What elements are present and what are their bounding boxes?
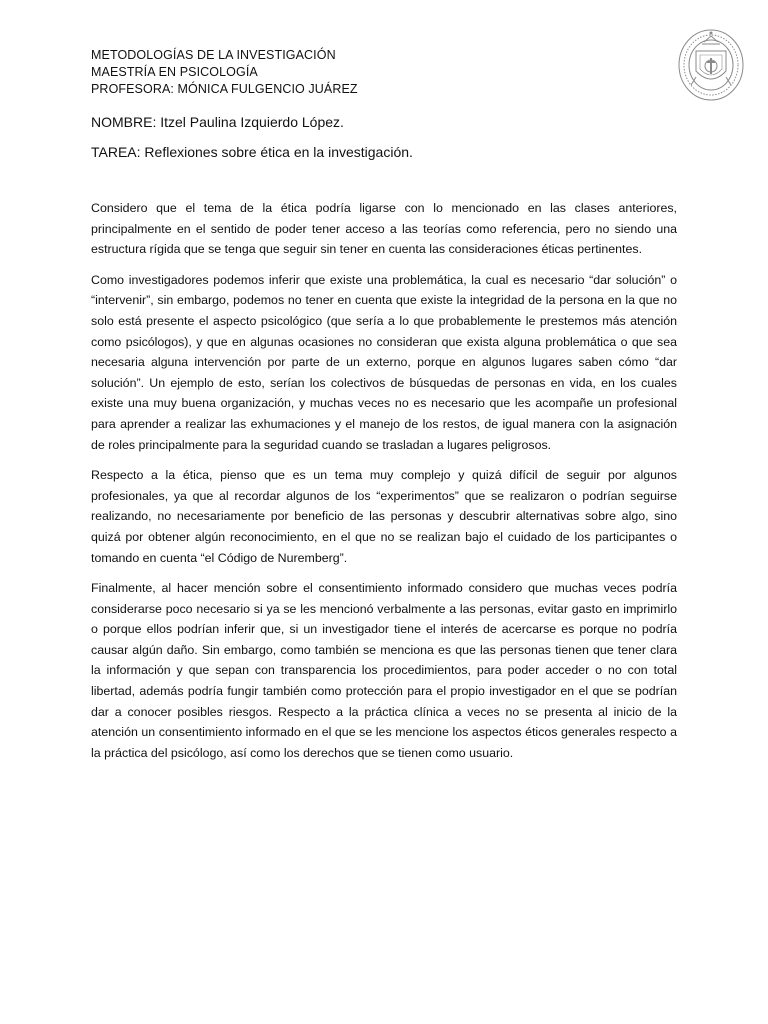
professor-line: PROFESORA: MÓNICA FULGENCIO JUÁREZ xyxy=(91,82,358,96)
paragraph: Como investigadores podemos inferir que existe una problemática, la cual es necesario “dar solución” o “intervenir”, sin embargo, podemos no tener en cuenta que existe la integridad de la persona en la que no solo está presente el aspecto psicológico (que sería a lo que probablemente le prestemos más atención como psicólogos), y que en algunas ocasiones no consideran que exista alguna problemática o que sea necesaria alguna intervención por parte de un externo, porque en algunos lugares saben cómo “dar solución”. Un ejemplo de esto, serían los colectivos de búsquedas de personas en vida, en los cuales existe una muy buena organización, y muchas veces no es necesario que les acompañe un profesional para aprender a realizar las exhumaciones y el manejo de los restos, de igual manera con la asignación de roles principalmente para la seguridad cuando se trasladan a lugares peligrosos. xyxy=(91,272,677,452)
course-title: METODOLOGÍAS DE LA INVESTIGACIÓN xyxy=(91,48,336,62)
student-name: NOMBRE: Itzel Paulina Izquierdo López. xyxy=(91,114,344,130)
task-title: TAREA: Reflexiones sobre ética en la investigación. xyxy=(91,144,413,160)
paragraph: Finalmente, al hacer mención sobre el consentimiento informado considero que muchas veces podría considerarse poco necesario si ya se les mencionó verbalmente a las personas, evitar gasto en imprimirlo o porque ellos podrían inferir que, si un investigador tiene el interés de acercarse es porque no podría causar algún daño. Sin embargo, como también se menciona es que las personas tienen que tener clara la información y que sepan con transparencia los procedimientos, para poder acceder o no con total libertad, además podría fungir también como protección para el propio investigador en el que se podrían dar a conocer posibles riesgos. Respecto a la práctica clínica a veces no se presenta al inicio de la atención un consentimiento informado en el que se les mencione los aspectos éticos generales respecto a la práctica del psicólogo, así como los derechos que se tienen como usuario. xyxy=(91,581,677,760)
document-header xyxy=(91,47,358,98)
paragraph: Considero que el tema de la ética podría ligarse con lo mencionado en las clases anteriores, principalmente en el sentido de poder tener acceso a las teorías como referencia, pero no siendo una estructura rígida que se tenga que seguir sin tener en cuenta las consideraciones éticas pertinentes. xyxy=(91,201,677,257)
university-seal-icon xyxy=(676,25,746,103)
paragraph: Respecto a la ética, pienso que es un tema muy complejo y quizá difícil de seguir por algunos profesionales, ya que al recordar algunos de los “experimentos” que se realizaron o podrían seguirse realizando, no necesariamente por beneficio de las personas y descubrir alternativas sobre algo, sino quizá por obtener algún reconocimiento, en el que no se realizan bajo el cuidado de los participantes o tomando en cuenta “el Código de Nuremberg”. xyxy=(91,468,677,565)
program-title: MAESTRÍA EN PSICOLOGÍA xyxy=(91,65,258,79)
document-body xyxy=(91,198,677,773)
